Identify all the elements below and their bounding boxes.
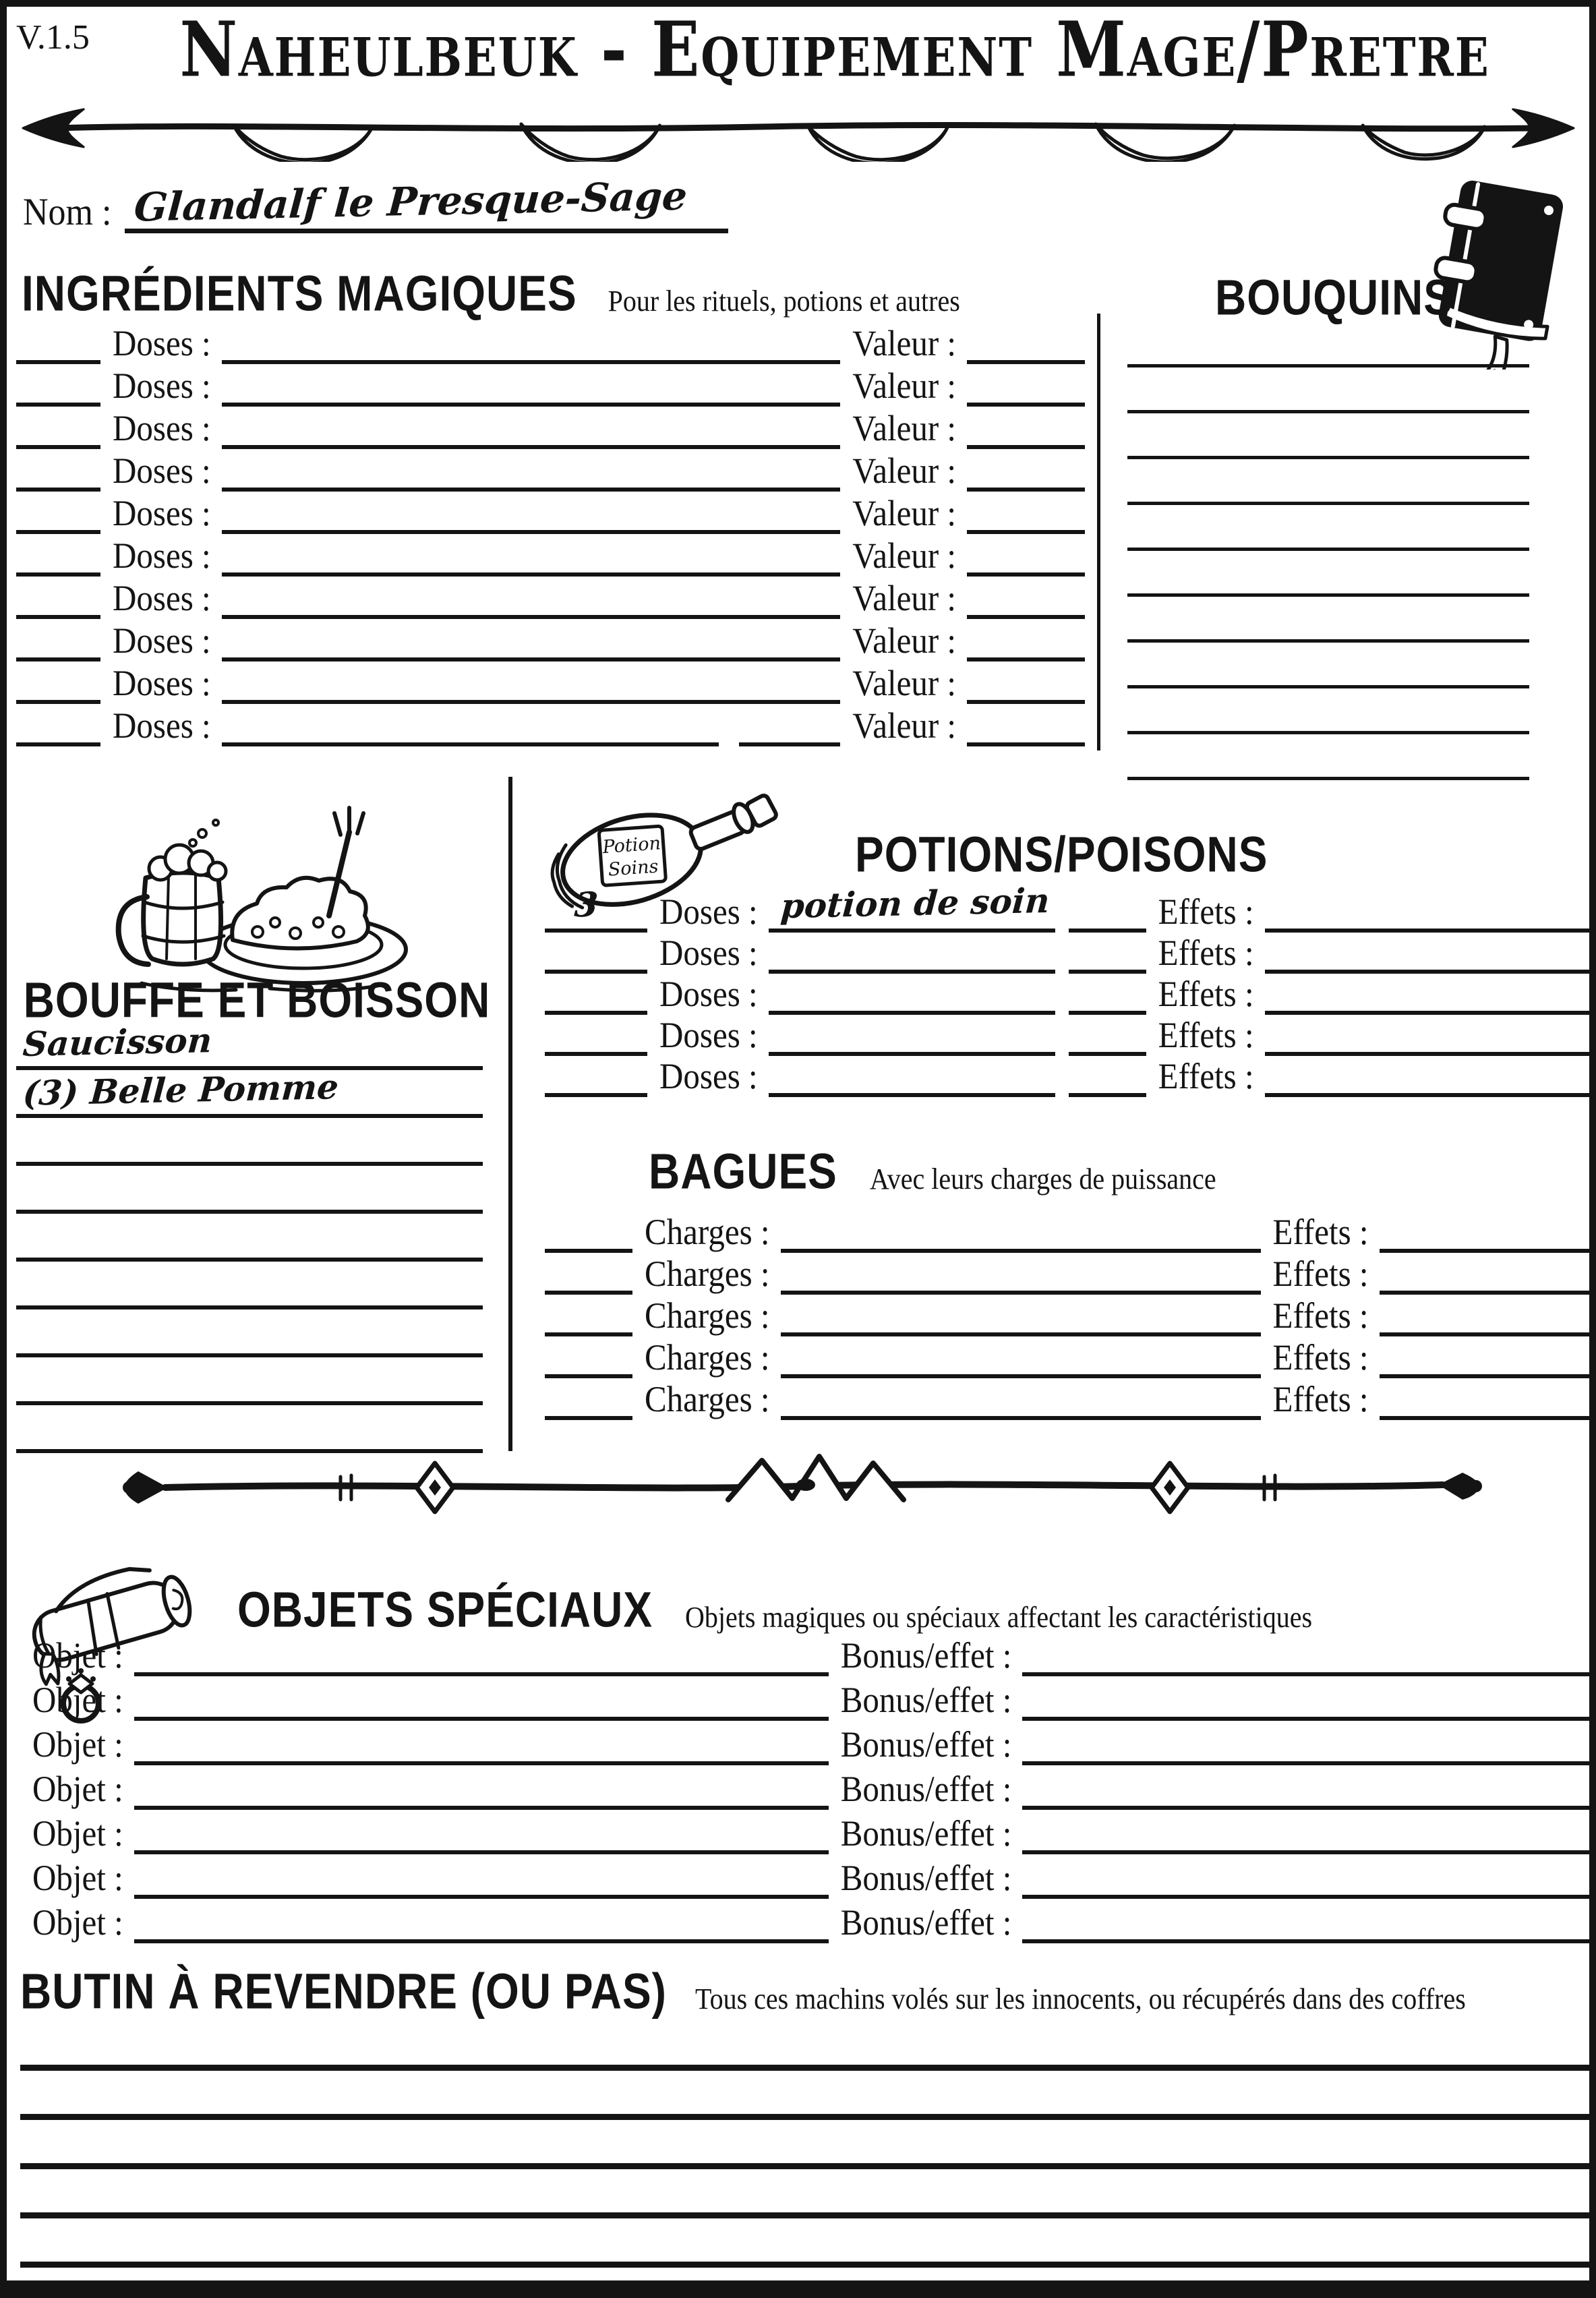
ingredient-row [16, 704, 1085, 746]
doses-label: Doses : [113, 407, 211, 448]
ingredient-valeur-field[interactable] [967, 492, 1085, 534]
potion-effets-field[interactable] [1265, 974, 1589, 1015]
potion-name-field[interactable] [769, 880, 1055, 933]
name-value: Glandalf le Presque-Sage [133, 173, 689, 231]
ingredient-valeur-field[interactable] [967, 704, 1085, 746]
objet-row [20, 1899, 1589, 1943]
objet-label: Objet : [32, 1768, 123, 1809]
ingredient-row [16, 449, 1085, 492]
doses-label: Doses : [113, 492, 211, 533]
potion-extra-field[interactable] [1069, 1015, 1146, 1056]
ingredients-list [16, 322, 1085, 746]
doses-label: Doses : [113, 450, 211, 491]
bague-qty-field[interactable] [545, 1295, 632, 1336]
bague-charges-field[interactable] [781, 1295, 1261, 1336]
effets-label: Effets : [1272, 1378, 1369, 1419]
potion-effets-field[interactable] [1265, 891, 1589, 933]
bonus-effet-label: Bonus/effet : [840, 1724, 1012, 1765]
bague-charges-field[interactable] [781, 1378, 1261, 1420]
potion-qty-field[interactable] [545, 884, 647, 933]
objets-heading: OBJETS SPÉCIAUX [237, 1581, 653, 1638]
bouquins-heading: BOUQUINS [1215, 269, 1453, 326]
potion-qty-field[interactable] [545, 933, 647, 974]
potion-label-line1: Potion [601, 833, 661, 858]
ingredient-name-field[interactable] [222, 619, 841, 661]
bague-row [545, 1336, 1589, 1378]
ingredient-row [16, 661, 1085, 704]
valeur-label: Valeur : [852, 535, 956, 576]
ingredient-row [16, 619, 1085, 661]
bague-row [545, 1211, 1589, 1253]
effets-label: Effets : [1158, 973, 1254, 1014]
objet-row [20, 1721, 1589, 1765]
valeur-label: Valeur : [852, 407, 956, 448]
objet-label: Objet : [32, 1679, 123, 1720]
effets-label: Effets : [1158, 932, 1254, 973]
potion-qty-field[interactable] [545, 1015, 647, 1056]
bonus-effet-label: Bonus/effet : [840, 1813, 1012, 1854]
butin-section-header [20, 1963, 1466, 2020]
butin-heading: BUTIN À REVENDRE (OU PAS) [20, 1963, 667, 2020]
bague-charges-field[interactable] [781, 1211, 1261, 1253]
ingredient-valeur-field[interactable] [967, 577, 1085, 619]
valeur-label: Valeur : [852, 365, 956, 406]
bagues-subtitle: Avec leurs charges de puissance [869, 1161, 1216, 1196]
potion-name-field[interactable] [769, 974, 1055, 1015]
bagues-section-header [649, 1143, 1216, 1200]
version-label: V.1.5 [16, 18, 90, 57]
ingredient-name-field[interactable] [222, 407, 841, 449]
objet-row [20, 1632, 1589, 1676]
ingredient-row [16, 534, 1085, 577]
objet-label: Objet : [32, 1857, 123, 1898]
bouquin-line-field[interactable] [1127, 322, 1529, 367]
bague-charges-field[interactable] [781, 1253, 1261, 1295]
potion-row [545, 974, 1589, 1015]
bouquin-line-field[interactable] [1127, 551, 1529, 597]
bague-effets-field[interactable] [1380, 1336, 1589, 1378]
valeur-label: Valeur : [852, 450, 956, 491]
bague-effets-field[interactable] [1380, 1211, 1589, 1253]
potion-effets-field[interactable] [1265, 933, 1589, 974]
potion-extra-field[interactable] [1069, 1056, 1146, 1097]
doses-label: Doses : [113, 662, 211, 703]
objet-name-field[interactable] [134, 1632, 829, 1676]
name-label: Nom : [23, 191, 112, 233]
bouffe-section-header [19, 972, 495, 1028]
ingredient-qty-field[interactable] [16, 407, 100, 449]
bague-row [545, 1378, 1589, 1420]
effets-label: Effets : [1158, 1055, 1254, 1096]
objets-subtitle: Objets magiques ou spéciaux affectant les caractéristiques [685, 1599, 1313, 1634]
objet-name-field[interactable] [134, 1854, 829, 1899]
bouquin-line-field[interactable] [1127, 505, 1529, 551]
name-row [20, 175, 728, 233]
bouquin-line-field[interactable] [1127, 688, 1529, 734]
bague-effets-field[interactable] [1380, 1295, 1589, 1336]
objet-row [20, 1854, 1589, 1899]
header [16, 4, 1580, 94]
objet-name-field[interactable] [134, 1765, 829, 1810]
bague-charges-field[interactable] [781, 1336, 1261, 1378]
ingredient-row [16, 577, 1085, 619]
charges-label: Charges : [645, 1253, 770, 1294]
ingredients-heading: INGRÉDIENTS MAGIQUES [22, 265, 577, 322]
butin-subtitle: Tous ces machins volés sur les innocents, ou récupérés dans des coffres [694, 1981, 1466, 2016]
bouffe-line-field[interactable] [16, 1166, 483, 1214]
potion-row [545, 1015, 1589, 1056]
bague-qty-field[interactable] [545, 1336, 632, 1378]
bouquin-line-field[interactable] [1127, 459, 1529, 505]
objet-bonus-field[interactable] [1022, 1676, 1589, 1721]
bouffe-line-field[interactable] [16, 1309, 483, 1357]
butin-line-field[interactable] [20, 2120, 1589, 2169]
bouquin-line-field[interactable] [1127, 597, 1529, 643]
potion-effets-field[interactable] [1265, 1056, 1589, 1097]
potion-row [545, 933, 1589, 974]
potion-name-field[interactable] [769, 1015, 1055, 1056]
ingredients-section-header [22, 265, 960, 322]
potions-section-header [855, 826, 1268, 883]
potion-name-field[interactable] [769, 933, 1055, 974]
ingredient-qty-field[interactable] [16, 492, 100, 534]
bague-effets-field[interactable] [1380, 1378, 1589, 1420]
ingredient-valeur-field[interactable] [967, 534, 1085, 577]
bonus-effet-label: Bonus/effet : [840, 1902, 1012, 1943]
potion-extra-field[interactable] [1069, 891, 1146, 933]
potion-qty-field[interactable] [545, 1056, 647, 1097]
bague-qty-field[interactable] [545, 1378, 632, 1420]
valeur-label: Valeur : [852, 492, 956, 533]
bouffe-line-field[interactable] [16, 1067, 483, 1118]
ingredient-extra-field[interactable] [739, 704, 840, 746]
doses-label: Doses : [659, 1055, 758, 1096]
potion-qty-field[interactable] [545, 974, 647, 1015]
bouffe-line-field[interactable] [16, 1357, 483, 1405]
ingredient-qty-field[interactable] [16, 661, 100, 704]
bouffe-value: Saucisson [22, 1020, 214, 1064]
potion-name-value: potion de soin [779, 880, 1051, 926]
ingredient-qty-field[interactable] [16, 704, 100, 746]
objet-row [20, 1676, 1589, 1721]
butin-line-field[interactable] [20, 2022, 1589, 2071]
objet-bonus-field[interactable] [1022, 1899, 1589, 1943]
bouquin-line-field[interactable] [1127, 367, 1529, 413]
spear-divider-icon [18, 94, 1579, 162]
ingredient-name-field[interactable] [222, 322, 841, 364]
butin-line-field[interactable] [20, 2268, 1589, 2298]
objets-section-header [237, 1581, 1313, 1638]
valeur-label: Valeur : [852, 620, 956, 661]
valeur-label: Valeur : [852, 662, 956, 703]
ingredient-qty-field[interactable] [16, 619, 100, 661]
objet-bonus-field[interactable] [1022, 1632, 1589, 1676]
bouffe-line-field[interactable] [16, 1214, 483, 1262]
ingredient-qty-field[interactable] [16, 449, 100, 492]
valeur-label: Valeur : [852, 577, 956, 618]
doses-label: Doses : [659, 1014, 758, 1055]
objet-label: Objet : [32, 1724, 123, 1765]
meal-and-mug-icon [101, 789, 418, 1001]
ingredient-qty-field[interactable] [16, 322, 100, 364]
objet-bonus-field[interactable] [1022, 1765, 1589, 1810]
ingredient-row [16, 492, 1085, 534]
bonus-effet-label: Bonus/effet : [840, 1857, 1012, 1898]
ingredient-row [16, 407, 1085, 449]
ingredient-name-field[interactable] [222, 449, 841, 492]
effets-label: Effets : [1272, 1336, 1369, 1378]
name-field[interactable] [125, 175, 728, 233]
charges-label: Charges : [645, 1211, 770, 1252]
column-divider [1097, 314, 1100, 750]
potion-label-line2: Soins [607, 856, 659, 881]
butin-list [20, 2022, 1589, 2298]
bouquin-line-field[interactable] [1127, 413, 1529, 459]
objet-row [20, 1765, 1589, 1810]
ingredient-valeur-field[interactable] [967, 407, 1085, 449]
bagues-list [545, 1211, 1589, 1420]
ingredient-name-field[interactable] [222, 364, 841, 407]
charges-label: Charges : [645, 1336, 770, 1378]
bouquin-line-field[interactable] [1127, 643, 1529, 688]
bague-effets-field[interactable] [1380, 1253, 1589, 1295]
bonus-effet-label: Bonus/effet : [840, 1634, 1012, 1676]
objet-bonus-field[interactable] [1022, 1810, 1589, 1854]
objet-name-field[interactable] [134, 1899, 829, 1943]
ingredient-qty-field[interactable] [16, 577, 100, 619]
column-divider [508, 777, 512, 1451]
objet-label: Objet : [32, 1813, 123, 1854]
potion-row [545, 880, 1589, 933]
bouffe-line-field[interactable] [16, 1022, 483, 1070]
objet-label: Objet : [32, 1634, 123, 1676]
ingredient-row [16, 364, 1085, 407]
bague-row [545, 1253, 1589, 1295]
objet-row [20, 1810, 1589, 1854]
potion-qty-value: 3 [573, 884, 599, 925]
ingredient-valeur-field[interactable] [967, 661, 1085, 704]
potion-extra-field[interactable] [1069, 974, 1146, 1015]
doses-label: Doses : [659, 973, 758, 1014]
ingredient-qty-field[interactable] [16, 534, 100, 577]
potion-effets-field[interactable] [1265, 1015, 1589, 1056]
potion-name-field[interactable] [769, 1056, 1055, 1097]
bague-row [545, 1295, 1589, 1336]
bague-qty-field[interactable] [545, 1211, 632, 1253]
bagues-heading: BAGUES [649, 1143, 837, 1200]
ingredient-name-field[interactable] [222, 661, 841, 704]
ingredient-name-field[interactable] [222, 534, 841, 577]
doses-label: Doses : [113, 620, 211, 661]
ingredients-subtitle: Pour les rituels, potions et autres [608, 283, 960, 318]
effets-label: Effets : [1158, 891, 1254, 932]
bouffe-line-field[interactable] [16, 1405, 483, 1453]
doses-label: Doses : [113, 322, 211, 363]
bouffe-line-field[interactable] [16, 1262, 483, 1309]
doses-label: Doses : [113, 577, 211, 618]
page-title: Naheulbeuk - Equipement Mage/Pretre [179, 4, 1490, 94]
ingredient-valeur-field[interactable] [967, 364, 1085, 407]
effets-label: Effets : [1272, 1253, 1369, 1294]
bague-qty-field[interactable] [545, 1253, 632, 1295]
doses-label: Doses : [659, 891, 758, 932]
objets-list [20, 1632, 1589, 1943]
ingredient-name-field[interactable] [222, 704, 719, 746]
butin-line-field[interactable] [20, 2218, 1589, 2268]
bouffe-line-field[interactable] [16, 1118, 483, 1166]
objet-name-field[interactable] [134, 1676, 829, 1721]
objet-label: Objet : [32, 1902, 123, 1943]
objet-name-field[interactable] [134, 1721, 829, 1765]
butin-line-field[interactable] [20, 2071, 1589, 2120]
objet-bonus-field[interactable] [1022, 1854, 1589, 1899]
butin-line-field[interactable] [20, 2169, 1589, 2218]
doses-label: Doses : [113, 705, 211, 746]
bonus-effet-label: Bonus/effet : [840, 1679, 1012, 1720]
bouffe-value: (3) Belle Pomme [22, 1067, 340, 1113]
ingredient-valeur-field[interactable] [967, 619, 1085, 661]
charges-label: Charges : [645, 1378, 770, 1419]
objet-name-field[interactable] [134, 1810, 829, 1854]
potions-heading: POTIONS/POISONS [855, 826, 1268, 883]
valeur-label: Valeur : [852, 705, 956, 746]
bouquins-section-header [1215, 269, 1453, 326]
objet-bonus-field[interactable] [1022, 1721, 1589, 1765]
potion-extra-field[interactable] [1069, 933, 1146, 974]
valeur-label: Valeur : [852, 322, 956, 363]
ingredient-name-field[interactable] [222, 492, 841, 534]
effets-label: Effets : [1158, 1014, 1254, 1055]
ingredient-row [16, 322, 1085, 364]
potion-row [545, 1056, 1589, 1097]
ingredient-name-field[interactable] [222, 577, 841, 619]
magic-staff-divider-icon [118, 1450, 1487, 1523]
charges-label: Charges : [645, 1295, 770, 1336]
effets-label: Effets : [1272, 1295, 1369, 1336]
bonus-effet-label: Bonus/effet : [840, 1768, 1012, 1809]
bouffe-heading: BOUFFE ET BOISSON [23, 972, 491, 1028]
potions-list [545, 880, 1589, 1097]
ingredient-qty-field[interactable] [16, 364, 100, 407]
doses-label: Doses : [659, 932, 758, 973]
bouquin-line-field[interactable] [1127, 734, 1529, 780]
bouffe-list [16, 1022, 483, 1453]
bouquins-list [1127, 322, 1529, 780]
doses-label: Doses : [113, 535, 211, 576]
effets-label: Effets : [1272, 1211, 1369, 1252]
ingredient-valeur-field[interactable] [967, 322, 1085, 364]
ingredient-valeur-field[interactable] [967, 449, 1085, 492]
doses-label: Doses : [113, 365, 211, 406]
